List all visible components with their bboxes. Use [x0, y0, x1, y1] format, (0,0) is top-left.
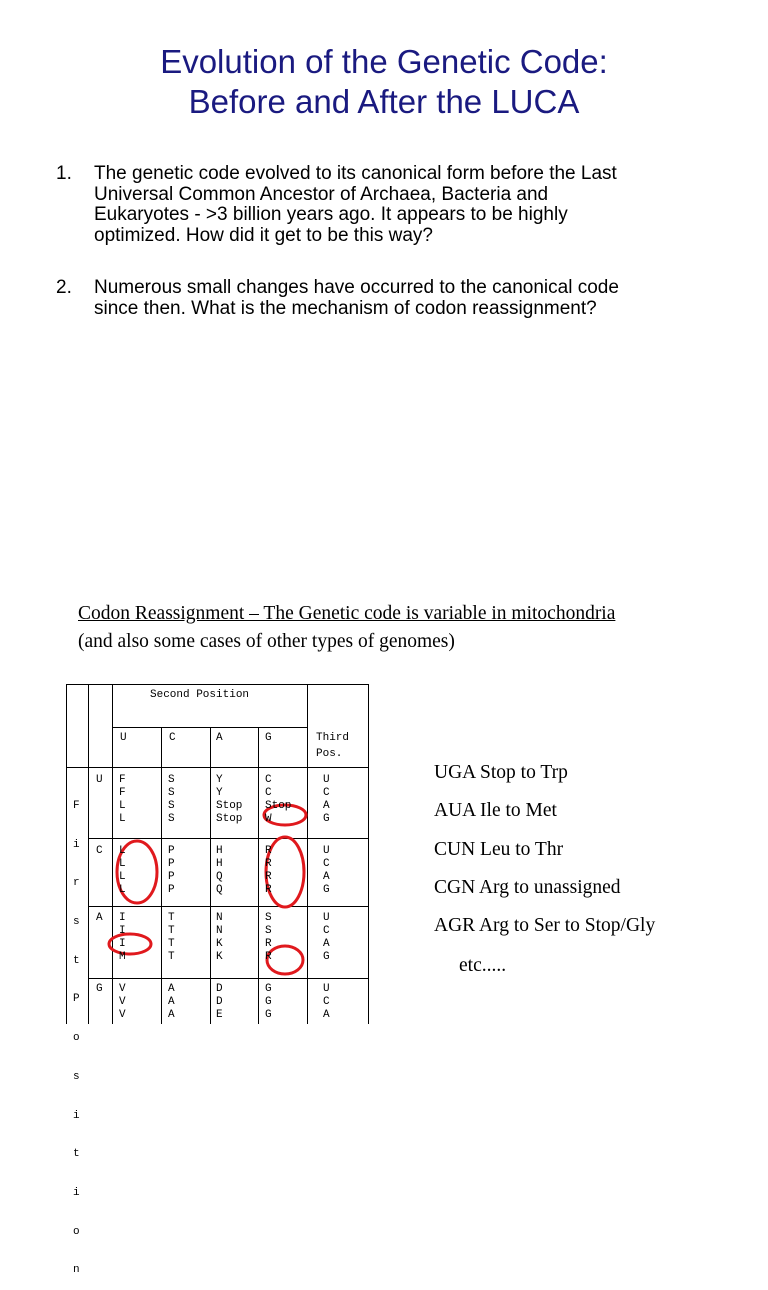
- first-base-g: G: [96, 983, 103, 995]
- reassignment-uga: UGA Stop to Trp: [434, 762, 568, 783]
- label-char: o: [73, 1225, 80, 1238]
- label-char: F: [73, 799, 80, 812]
- label-char: o: [73, 1032, 80, 1045]
- second-base-c: C: [169, 732, 176, 744]
- third-base-cell: U C A: [323, 983, 330, 1021]
- codon-cell: C C Stop W: [265, 774, 292, 825]
- title-line-1: Evolution of the Genetic Code:: [160, 43, 608, 80]
- label-char: t: [73, 1148, 80, 1161]
- first-base-c: C: [96, 845, 103, 857]
- codon-cell: R R R R: [265, 845, 272, 896]
- reassignment-aua: AUA Ile to Met: [434, 800, 557, 821]
- caption-subheading: (and also some cases of other types of genomes): [78, 631, 455, 652]
- third-base-cell: U C A G: [323, 912, 330, 963]
- codon-cell: H H Q Q: [216, 845, 223, 896]
- codon-cell: T T T T: [168, 912, 175, 963]
- second-base-a: A: [216, 732, 223, 744]
- second-base-g: G: [265, 732, 272, 744]
- codon-cell: G G G: [265, 983, 272, 1021]
- title-line-2: Before and After the LUCA: [188, 83, 580, 120]
- header-second-position: Second Position: [150, 689, 250, 701]
- third-base-cell: U C A G: [323, 774, 330, 825]
- first-position-label: [73, 774, 86, 1290]
- point-line: Universal Common Ancestor of Archaea, Bacteria and: [94, 183, 549, 205]
- codon-cell: S S R R: [265, 912, 272, 963]
- highlight-circle-aua: [109, 934, 151, 954]
- point-line: since then. What is the mechanism of codon reassignment?: [94, 297, 597, 319]
- first-base-u: U: [96, 774, 103, 786]
- codon-cell: F F L L: [119, 774, 126, 825]
- etc-text: etc.....: [459, 955, 507, 976]
- point-line: optimized. How did it get to be this way?: [94, 224, 434, 246]
- point-number: 2.: [56, 277, 72, 298]
- label-char: s: [73, 1070, 80, 1083]
- first-base-a: A: [96, 912, 103, 924]
- reassignment-cun: CUN Leu to Thr: [434, 839, 564, 860]
- point-line: Numerous small changes have occurred to the canonical code: [94, 277, 619, 298]
- header-third-line-2: Pos.: [316, 748, 343, 760]
- caption-heading: Codon Reassignment – The Genetic code is variable in mitochondria: [78, 603, 616, 624]
- third-base-cell: U C A G: [323, 845, 330, 896]
- highlight-circle-agr: [267, 946, 303, 974]
- label-char: n: [73, 1264, 80, 1277]
- codon-cell: A A A: [168, 983, 175, 1021]
- reassignment-agr: AGR Arg to Ser to Stop/Gly: [434, 915, 656, 936]
- point-line: The genetic code evolved to its canonical form before the Last: [94, 163, 617, 184]
- codon-cell: I I I M: [119, 912, 126, 963]
- codon-cell: S S S S: [168, 774, 175, 825]
- label-char: i: [73, 838, 80, 851]
- codon-cell: N N K K: [216, 912, 223, 963]
- codon-cell: V V V: [119, 983, 126, 1021]
- codon-cell: Y Y Stop Stop: [216, 774, 243, 825]
- label-char: s: [73, 915, 80, 928]
- point-number: 1.: [56, 163, 72, 184]
- reassignment-cgn: CGN Arg to unassigned: [434, 877, 621, 898]
- label-char: i: [73, 1187, 80, 1199]
- label-char: t: [73, 954, 80, 967]
- label-char: P: [73, 993, 80, 1006]
- codon-cell: D D E: [216, 983, 223, 1021]
- label-char: r: [73, 877, 80, 890]
- codon-cell: P P P P: [168, 845, 175, 896]
- point-line: Eukaryotes - >3 billion years ago. It appears to be highly: [94, 204, 568, 225]
- label-char: i: [73, 1109, 80, 1122]
- second-base-u: U: [120, 732, 127, 744]
- header-third-line-1: Third: [316, 732, 350, 744]
- codon-cell: L L L L: [119, 845, 126, 896]
